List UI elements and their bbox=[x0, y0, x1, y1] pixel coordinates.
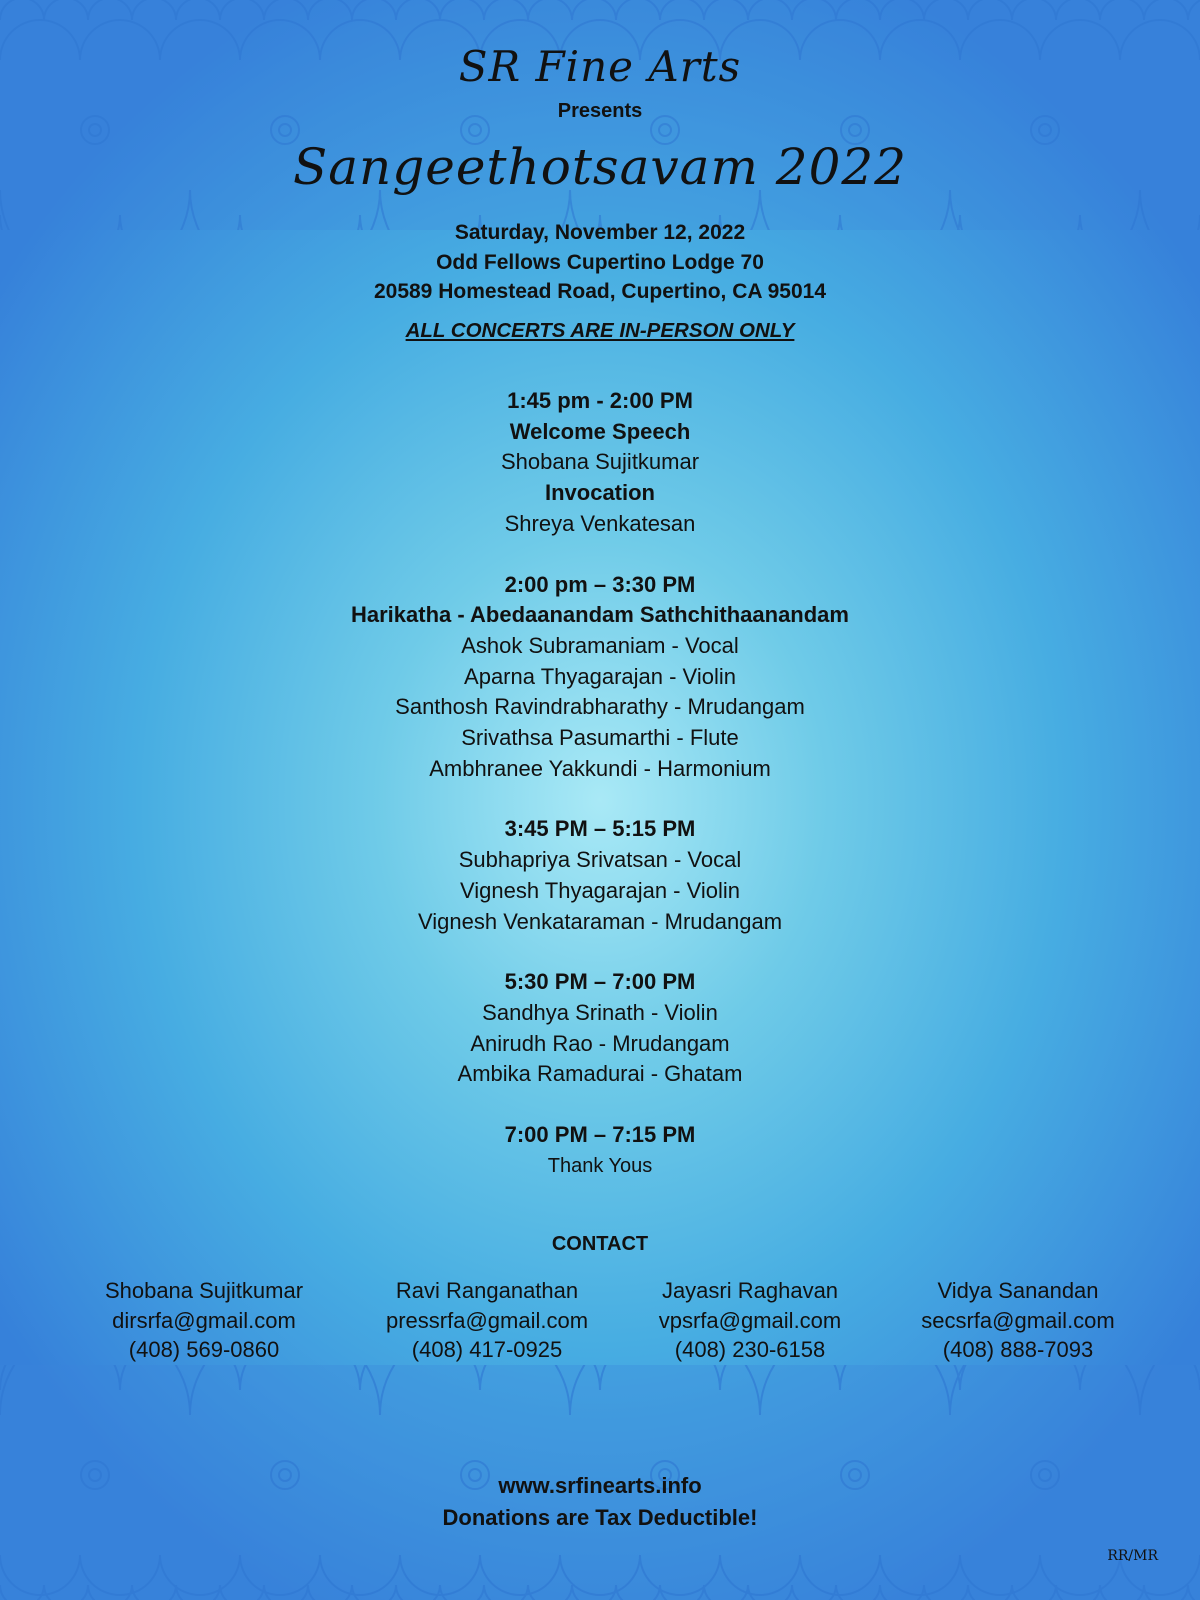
performer-line: Shreya Venkatesan bbox=[504, 510, 696, 536]
schedule-slot bbox=[0, 814, 1200, 937]
performer-line: Vignesh Venkataraman - Mrudangam bbox=[417, 908, 783, 934]
schedule-slot bbox=[0, 967, 1200, 1090]
performer-line: Santhosh Ravindrabharathy - Mrudangam bbox=[395, 694, 805, 720]
schedule-slot bbox=[0, 570, 1200, 785]
contact-name: Shobana Sujitkumar bbox=[104, 1278, 304, 1303]
performer-line: Aparna Thyagarajan - Violin bbox=[464, 663, 736, 689]
performer-line: Ashok Subramaniam - Vocal bbox=[461, 632, 739, 658]
event-venue: Odd Fellows Cupertino Lodge 70 bbox=[436, 250, 764, 274]
schedule-slot bbox=[0, 386, 1200, 540]
performer-line: Vignesh Thyagarajan - Violin bbox=[459, 877, 741, 903]
contact-name: Vidya Sanandan bbox=[937, 1278, 1099, 1303]
contact-phone: (408) 230-6158 bbox=[674, 1337, 826, 1362]
program-title: Invocation bbox=[544, 480, 655, 506]
schedule bbox=[0, 386, 1200, 1181]
contact-email[interactable]: dirsrfa@gmail.com bbox=[112, 1307, 296, 1333]
event-title: Sangeethotsavam 2022 bbox=[292, 138, 908, 196]
schedule-slot bbox=[0, 1120, 1200, 1181]
slot-time: 2:00 pm – 3:30 PM bbox=[504, 571, 696, 597]
website-link[interactable]: www.srfinearts.info bbox=[498, 1473, 702, 1498]
performer-line: Subhapriya Srivatsan - Vocal bbox=[458, 847, 742, 873]
contact-card bbox=[357, 1276, 617, 1365]
slot-time: 5:30 PM – 7:00 PM bbox=[504, 969, 696, 995]
contact-email[interactable]: pressrfa@gmail.com bbox=[385, 1307, 589, 1333]
event-address: 20589 Homestead Road, Cupertino, CA 95014 bbox=[373, 280, 827, 303]
performer-line: Sandhya Srinath - Violin bbox=[482, 999, 718, 1025]
contact-phone: (408) 569-0860 bbox=[128, 1337, 280, 1362]
contact-card bbox=[74, 1276, 334, 1365]
contact-name: Jayasri Raghavan bbox=[661, 1278, 839, 1303]
program-title: Welcome Speech bbox=[509, 418, 691, 444]
performer-line: Shobana Sujitkumar bbox=[500, 449, 700, 475]
contact-card bbox=[888, 1276, 1148, 1365]
designer-credit: RR/MR bbox=[1107, 1548, 1158, 1564]
footer bbox=[0, 1470, 1200, 1534]
performer-line: Ambika Ramadurai - Ghatam bbox=[457, 1061, 743, 1087]
performer-line: Anirudh Rao - Mrudangam bbox=[470, 1030, 730, 1056]
contact-phone: (408) 417-0925 bbox=[411, 1337, 563, 1362]
program-title: Harikatha - Abedaanandam Sathchithaanandam bbox=[351, 602, 849, 628]
performer-line: Thank Yous bbox=[547, 1154, 653, 1177]
in-person-notice: ALL CONCERTS ARE IN-PERSON ONLY bbox=[405, 319, 795, 342]
contact-email[interactable]: secsrfa@gmail.com bbox=[921, 1307, 1115, 1333]
presents-label: Presents bbox=[557, 100, 643, 122]
contact-heading: CONTACT bbox=[551, 1233, 649, 1255]
contact-phone: (408) 888-7093 bbox=[942, 1337, 1094, 1362]
slot-time: 7:00 PM – 7:15 PM bbox=[504, 1122, 696, 1148]
contact-name: Ravi Ranganathan bbox=[395, 1278, 579, 1303]
event-date: Saturday, November 12, 2022 bbox=[454, 221, 746, 244]
slot-time: 3:45 PM – 5:15 PM bbox=[504, 816, 696, 842]
donations-note: Donations are Tax Deductible! bbox=[442, 1505, 758, 1530]
contact-email[interactable]: vpsrfa@gmail.com bbox=[658, 1307, 842, 1333]
performer-line: Srivathsa Pasumarthi - Flute bbox=[461, 725, 739, 751]
slot-time: 1:45 pm - 2:00 PM bbox=[507, 388, 693, 413]
organization-name: SR Fine Arts bbox=[458, 42, 742, 91]
performer-line: Ambhranee Yakkundi - Harmonium bbox=[429, 755, 771, 781]
event-details bbox=[0, 218, 1200, 307]
contact-card bbox=[620, 1276, 880, 1365]
